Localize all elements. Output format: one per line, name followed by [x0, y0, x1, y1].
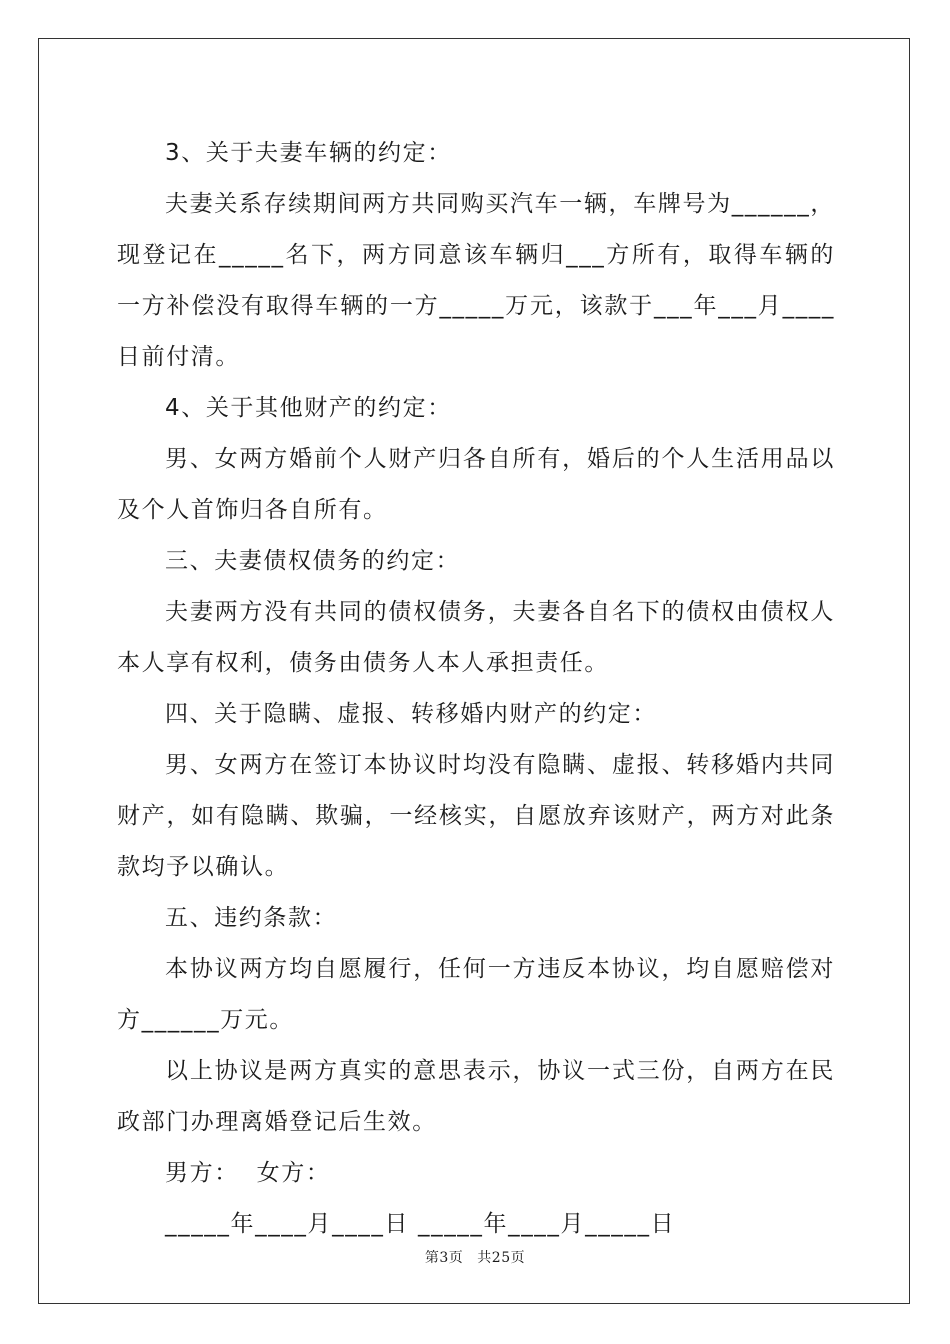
- paragraph-debts: 夫妻两方没有共同的债权债务，夫妻各自名下的债权由债权人本人享有权利，债务由债务人本人承担责任。: [117, 599, 835, 676]
- paragraph-breach: 本协议两方均自愿履行，任何一方违反本协议，均自愿赔偿对方______万元。: [117, 956, 835, 1033]
- paragraph-vehicle: 夫妻关系存续期间两方共同购买汽车一辆，车牌号为______，现登记在_____名下，两方同意该车辆归___方所有，取得车辆的一方补偿没有取得车辆的一方_____万元，该款于___年___月____日前付清。: [117, 191, 835, 370]
- paragraph-effective: 以上协议是两方真实的意思表示，协议一式三份，自两方在民政部门办理离婚登记后生效。: [117, 1058, 835, 1135]
- document-body: [117, 128, 835, 1250]
- section-heading-concealment: 四、关于隐瞒、虚报、转移婚内财产的约定：: [165, 701, 657, 727]
- section-heading-other-property: 4、关于其他财产的约定：: [165, 395, 452, 421]
- section-heading-breach: 五、违约条款：: [165, 905, 338, 931]
- date-line: _____年____月____日 _____年____月_____日: [165, 1211, 676, 1237]
- section-heading-debts: 三、夫妻债权债务的约定：: [165, 548, 461, 574]
- paragraph-other-property: 男、女两方婚前个人财产归各自所有，婚后的个人生活用品以及个人首饰归各自所有。: [117, 446, 835, 523]
- page-footer: [0, 1247, 950, 1267]
- page-number: 第3页: [424, 1250, 464, 1266]
- signature-line: 男方： 女方：: [165, 1160, 331, 1186]
- section-heading-vehicle: 3、关于夫妻车辆的约定：: [165, 140, 452, 166]
- total-pages: 共25页: [477, 1250, 526, 1266]
- paragraph-concealment: 男、女两方在签订本协议时均没有隐瞒、虚报、转移婚内共同财产，如有隐瞒、欺骗，一经核实，自愿放弃该财产，两方对此条款均予以确认。: [117, 752, 835, 880]
